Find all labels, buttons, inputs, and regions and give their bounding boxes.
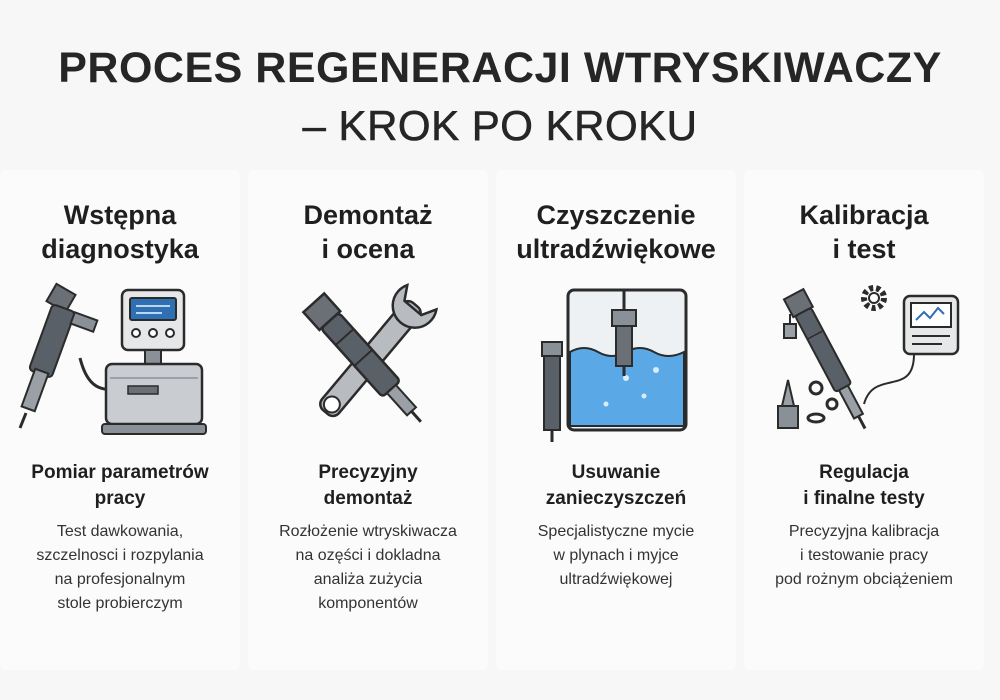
step-subtitle-line: Regulacja (819, 462, 909, 483)
step-description (0, 520, 240, 616)
step-title (744, 198, 984, 266)
step-card-calibration (744, 170, 984, 670)
step-description-line: szczelnosci i rozpylania (36, 547, 204, 564)
page-title: PROCES REGENERACJI WTRYSKIWACZY (58, 44, 942, 92)
step-title (248, 198, 488, 266)
step-description-line: i testowanie pracy (799, 547, 929, 564)
calibration-meter-icon (754, 278, 974, 448)
step-description (248, 520, 488, 616)
step-subtitle-line: i finalne testy (803, 488, 925, 509)
step-description-line: pod rożnym obciążeniem (775, 571, 953, 588)
step-card-diagnostics (0, 170, 240, 670)
wrench-injector-icon (258, 278, 478, 448)
step-description-line: Precyzyjna kalibracja (788, 523, 940, 540)
step-card-disassembly (248, 170, 488, 670)
step-title-line: ultradźwiękowe (516, 234, 716, 264)
step-description-line: komponentów (318, 595, 418, 612)
step-title-line: Czyszczenie (536, 200, 696, 230)
step-description-line: na profesjonalnym (54, 571, 186, 588)
step-description-line: ultradźwiękowej (559, 571, 673, 588)
step-card-cleaning (496, 170, 736, 670)
step-subtitle-line: Precyzyjny (318, 462, 418, 483)
step-title-line: Wstępna (63, 200, 177, 230)
step-description (744, 520, 984, 592)
step-subtitle (744, 460, 984, 512)
step-description (496, 520, 736, 592)
steps-container (0, 170, 1000, 690)
injector-test-bench-icon (10, 278, 230, 448)
step-subtitle (496, 460, 736, 512)
step-description-line: analiża zużycia (313, 571, 423, 588)
step-subtitle-line: demontaż (323, 488, 413, 509)
step-title (0, 198, 240, 266)
step-subtitle-line: Pomiar parametrów (31, 462, 209, 483)
step-subtitle-line: zanieczyszczeń (545, 488, 687, 509)
step-subtitle-line: pracy (94, 488, 146, 509)
step-description-line: Specjalistyczne mycie (537, 523, 695, 540)
step-description-line: na ozęści i dokladna (295, 547, 441, 564)
step-description-line: w plynach i myjce (553, 547, 679, 564)
step-subtitle (248, 460, 488, 512)
step-title-line: i test (832, 234, 896, 264)
step-title-line: diagnostyka (41, 234, 199, 264)
step-description-line: Rozłożenie wtryskiwacza (279, 523, 457, 540)
page-subtitle: – KROK PO KROKU (302, 102, 698, 149)
step-subtitle-line: Usuwanie (571, 462, 661, 483)
ultrasonic-tank-icon (506, 278, 726, 448)
step-title-line: i ocena (321, 234, 415, 264)
step-title-line: Kalibracja (799, 200, 929, 230)
step-description-line: stole probierczym (57, 595, 183, 612)
step-subtitle (0, 460, 240, 512)
step-description-line: Test dawkowania, (56, 523, 184, 540)
step-title (496, 198, 736, 266)
step-title-line: Demontaż (303, 200, 433, 230)
